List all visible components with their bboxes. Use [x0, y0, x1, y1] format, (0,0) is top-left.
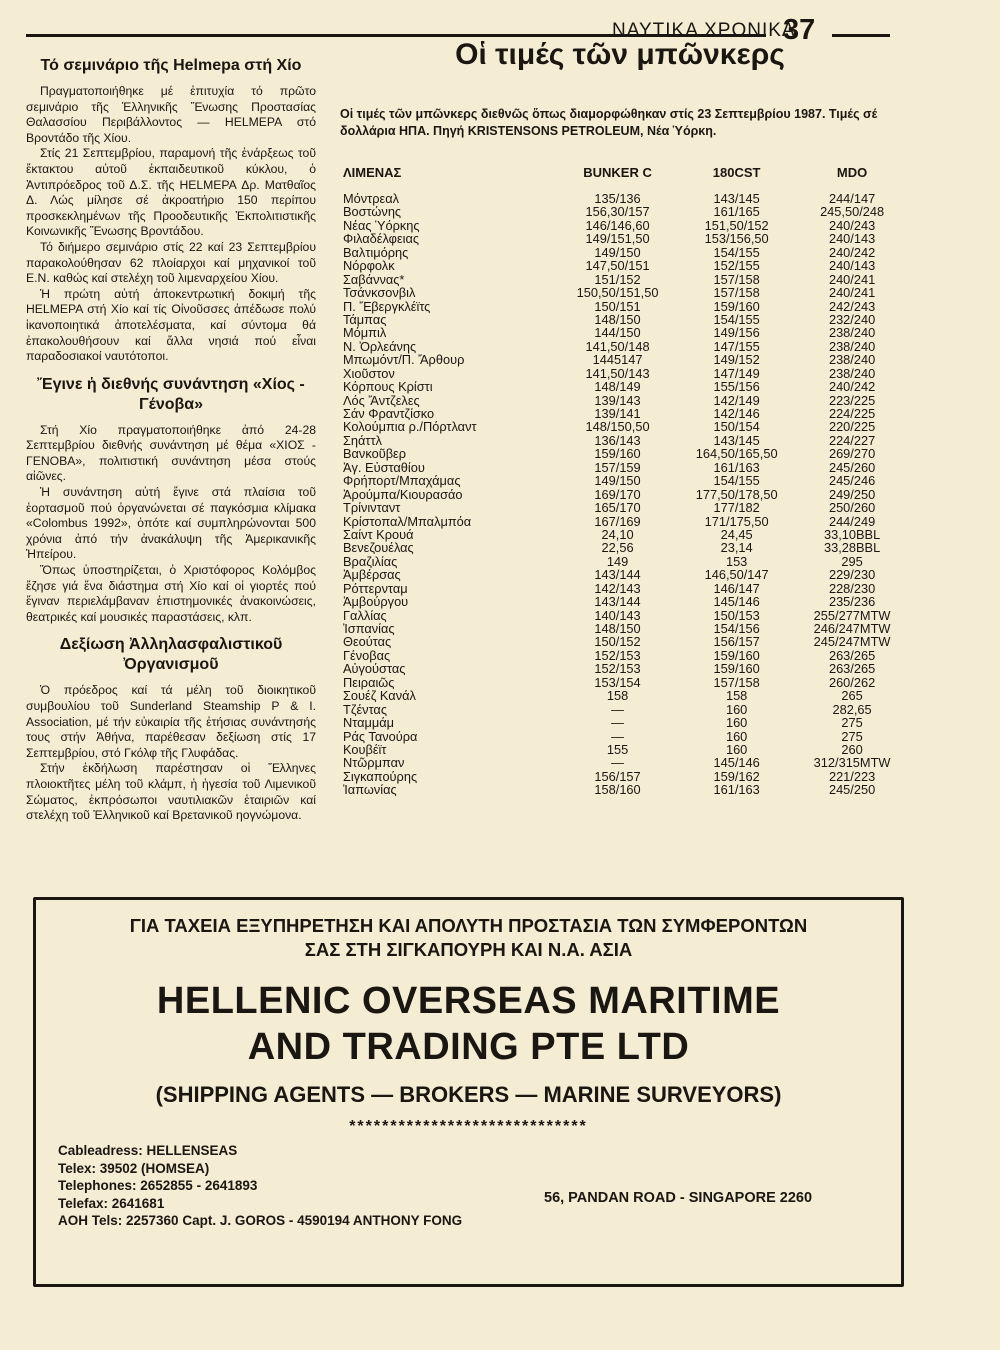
cell-180cst: 146,50/147: [704, 567, 769, 583]
cell-mdo: 238/240: [828, 352, 876, 368]
header-rule-right: [832, 34, 890, 37]
cell-port: Σιγκαπούρης: [343, 768, 418, 784]
cell-180cst: 151,50/152: [704, 217, 769, 233]
cell-180cst: 145/146: [713, 755, 760, 771]
cell-port: Ἀγ. Εὐσταθίου: [343, 459, 425, 475]
table-row: [343, 515, 908, 528]
table-row: [343, 394, 908, 407]
ad-company-line: AND TRADING PTE LTD: [247, 1026, 690, 1068]
cell-port: Νταμμάμ: [343, 715, 395, 731]
cell-mdo: 238/240: [828, 325, 876, 341]
table-row: [343, 447, 908, 460]
column-header-port: ΛΙΜΕΝΑΣ: [343, 164, 402, 180]
table-row: [343, 756, 908, 769]
table-row: [343, 205, 908, 218]
cell-bunker-c: 149/150: [594, 473, 641, 489]
cell-180cst: 159/160: [713, 298, 760, 314]
table-header-row: [343, 160, 908, 184]
cell-bunker-c: 150/151: [594, 298, 641, 314]
table-row: [343, 259, 908, 272]
cell-port: Βοστώνης: [343, 204, 402, 220]
table-row: [343, 595, 908, 608]
cell-bunker-c: 144/150: [594, 325, 641, 341]
cell-180cst: 160: [725, 701, 748, 717]
cell-port: Ἰαπωνίας: [343, 782, 397, 798]
cell-180cst: 150/153: [713, 607, 760, 623]
cell-port: Ἀμβούργου: [343, 594, 409, 610]
cell-180cst: 153: [725, 553, 748, 569]
cell-mdo: 282,65: [832, 701, 872, 717]
cell-mdo: 242/243: [828, 298, 876, 314]
cell-port: Βαλτιμόρης: [343, 244, 409, 260]
cell-mdo: 235/236: [828, 594, 876, 610]
cell-180cst: 177/182: [713, 500, 760, 516]
cell-mdo: 221/223: [828, 768, 876, 784]
cell-bunker-c: 149/151,50: [585, 231, 650, 247]
cell-180cst: 160: [725, 715, 748, 731]
table-body: [343, 184, 908, 797]
cell-bunker-c: 156/157: [594, 768, 641, 784]
cell-bunker-c: 149/150: [594, 244, 641, 260]
table-row: [343, 407, 908, 420]
column-header-mdo: MDO: [836, 164, 868, 180]
cell-bunker-c: 147,50/151: [585, 258, 650, 274]
table-row: [343, 326, 908, 339]
cell-mdo: 263/265: [828, 647, 876, 663]
cell-180cst: 161/163: [713, 459, 760, 475]
article-paragraph: Ὁ πρόεδρος καί τά μέλη τοῦ διοικητικοῦ συμβουλίου τοῦ Sunderland Steamship P & I. Association, μέ τήν εὐκαιρία τῆς ἐτήσιας συνάντησής τους στήν Ἀθήνα, παρέθεσαν δεξίωση στίς 17 Σεπτεμβρίου, στό Γκόλφ τῆς Γλυφάδας.: [26, 683, 316, 760]
bunker-intro: Οἱ τιμές τῶν μπῶνκερς διεθνῶς ὅπως διαμορφώθηκαν στίς 23 Σεπτεμβρίου 1987. Τιμές σέ δολλάρια ΗΠΑ. Πηγή KRISTENSONS PETROLEUM, Νέα Ὑόρκη.: [340, 107, 878, 138]
article-paragraph: Ὅπως ὑποστηρίζεται, ὁ Χριστόφορος Κολόμβος ἔζησε γιά ἕνα διάστημα στή Χίο καί οἱ γιορτές πού ἔγιναν περιελάμβαναν ἐπιστημονικές ἀνακοινώσεις, θεατρικές καί μουσικές παραστάσεις, κλπ.: [26, 563, 316, 624]
cell-180cst: 161/165: [713, 204, 760, 220]
cell-180cst: 150/154: [713, 419, 760, 435]
cell-180cst: 154/155: [713, 244, 760, 260]
table-row: [343, 568, 908, 581]
ad-services: (SHIPPING AGENTS — BROKERS — MARINE SURVEYORS): [155, 1082, 782, 1107]
table-row: [343, 582, 908, 595]
cell-bunker-c: 159/160: [594, 446, 641, 462]
cell-180cst: 143/145: [713, 432, 760, 448]
cell-port: Λός Ἄντζελες: [343, 392, 420, 408]
table-row: [343, 273, 908, 286]
table-row: [343, 743, 908, 756]
cell-port: Κόρπους Κρίστι: [343, 379, 433, 395]
cell-bunker-c: 140/143: [594, 607, 641, 623]
cell-port: Π. Ἔβεργκλέϊτς: [343, 298, 431, 314]
cell-port: Μόμπιλ: [343, 325, 387, 341]
ad-address: 56, PANDAN ROAD - SINGAPORE 2260: [544, 1190, 813, 1206]
cell-mdo: 33,10BBL: [823, 526, 881, 542]
cell-port: Μπωμόντ/Π. Ἄρθουρ: [343, 352, 465, 368]
table-row: [343, 420, 908, 433]
article-paragraph: Ἡ πρώτη αὐτή ἀποκεντρωτική δοκιμή τῆς HELMEPA στή Χίο καί τίς Οἰνοῦσσες ἀπέδωσε πολύ ἱκανοποιητικά ἀποτελέσματα, καί σύντομα θά ἐπακολουθήσουν καί ἄλλα νησιά πού εἶναι παραδοσιακοί ναυτότοποι.: [26, 286, 316, 364]
cell-bunker-c: 156,30/157: [585, 204, 650, 220]
cell-180cst: 159/160: [713, 661, 760, 677]
cell-bunker-c: —: [611, 715, 624, 731]
cell-mdo: 269/270: [828, 446, 876, 462]
cell-port: Ντῶρμπαν: [343, 755, 405, 771]
cell-bunker-c: 146/146,60: [585, 217, 650, 233]
ad-headline-line: ΓΙΑ ΤΑΧΕΙΑ ΕΞΥΠΗΡΕΤΗΣΗ ΚΑΙ ΑΠΟΛΥΤΗ ΠΡΟΣΤΑΣΙΑ ΤΩΝ ΣΥΜΦΕΡΟΝΤΩΝ: [129, 915, 808, 936]
cell-180cst: 24,45: [720, 526, 753, 542]
cell-mdo: 223/225: [828, 392, 876, 408]
cell-mdo: 245/260: [828, 459, 876, 475]
table-row: [343, 501, 908, 514]
table-row: [343, 246, 908, 259]
cell-port: Σηάττλ: [343, 432, 382, 448]
cell-180cst: 164,50/165,50: [695, 446, 778, 462]
table-row: [343, 609, 908, 622]
cell-180cst: 142/149: [713, 392, 760, 408]
cell-port: Σουέζ Κανάλ: [343, 688, 416, 704]
cell-mdo: 245/247MTW: [813, 634, 891, 650]
cell-mdo: 224/225: [828, 406, 876, 421]
cell-mdo: 240/242: [828, 244, 876, 260]
cell-180cst: 161/163: [713, 782, 760, 798]
cell-port: Σαίντ Κρουά: [343, 526, 414, 542]
cell-port: Νέας Ὑόρκης: [343, 217, 420, 233]
cell-mdo: 244/249: [828, 513, 876, 529]
cell-bunker-c: 136/143: [594, 432, 641, 448]
cell-mdo: 240/243: [828, 217, 876, 233]
table-row: [343, 541, 908, 554]
cell-port: Κουβέϊτ: [343, 741, 387, 757]
cell-mdo: 249/250: [828, 486, 876, 502]
cell-mdo: 245/250: [828, 782, 876, 798]
cell-bunker-c: 148/150,50: [585, 419, 650, 435]
cell-port: Τσάνκσονβιλ: [343, 285, 416, 301]
article-chios-genoa: [26, 375, 316, 626]
cell-port: Ἰσπανίας: [343, 621, 395, 636]
table-row: [343, 474, 908, 487]
cell-port: Αὐγούστας: [343, 661, 406, 677]
cell-mdo: 245,50/248: [820, 204, 885, 220]
cell-bunker-c: 148/149: [594, 379, 641, 395]
cell-mdo: 232/240: [828, 311, 876, 327]
cell-180cst: 154/155: [713, 473, 760, 489]
cell-180cst: 153/156,50: [704, 231, 769, 247]
cell-bunker-c: 152/153: [594, 647, 641, 663]
ad-star-divider: *****************************: [349, 1118, 588, 1135]
cell-bunker-c: —: [611, 755, 624, 771]
cell-bunker-c: 148/150: [594, 621, 641, 636]
cell-180cst: 143/145: [713, 191, 760, 206]
cell-port: Βραζιλίας: [343, 553, 398, 569]
cell-mdo: 220/225: [828, 419, 876, 435]
cell-port: Μόντρεαλ: [343, 191, 400, 206]
cell-mdo: 245/246: [828, 473, 876, 489]
cell-port: Σάν Φραντζίσκο: [343, 406, 435, 421]
cell-port: Κρίστοπαλ/Μπαλμπόα: [343, 513, 472, 529]
table-row: [343, 635, 908, 648]
cell-port: Ρόττερνταμ: [343, 580, 408, 596]
cell-180cst: 149/152: [713, 352, 760, 368]
cell-180cst: 157/158: [713, 285, 760, 301]
cell-180cst: 160: [725, 741, 748, 757]
table-row: [343, 286, 908, 299]
table-row: [343, 555, 908, 568]
column-header-bunker-c: BUNKER C: [583, 164, 652, 180]
cell-180cst: 157/158: [713, 674, 760, 690]
cell-mdo: 275: [841, 728, 863, 744]
cell-180cst: 147/149: [713, 365, 760, 381]
ad-contact-line: Telefax: 2641681: [58, 1195, 165, 1211]
cell-mdo: 265: [841, 688, 863, 704]
cell-mdo: 246/247MTW: [813, 621, 891, 636]
table-row: [343, 662, 908, 675]
cell-bunker-c: 155: [606, 741, 629, 757]
table-row: [343, 232, 908, 245]
cell-port: Κολούμπια ρ./Πόρτλαντ: [343, 419, 477, 435]
ad-contact-line: Telephones: 2652855 - 2641893: [58, 1178, 258, 1193]
cell-port: Φιλαδέλφειας: [343, 231, 420, 247]
table-row: [343, 703, 908, 716]
ad-company-name: [36, 978, 901, 1070]
cell-port: Τάμπας: [343, 311, 387, 327]
cell-port: Πειραιῶς: [343, 674, 395, 690]
table-row: [343, 219, 908, 232]
cell-180cst: 154/155: [713, 311, 760, 327]
cell-180cst: 142/146: [713, 406, 760, 421]
cell-180cst: 177,50/178,50: [695, 486, 778, 502]
cell-bunker-c: 169/170: [594, 486, 641, 502]
bunker-price-table: [343, 160, 908, 797]
cell-180cst: 155/156: [713, 379, 760, 395]
cell-mdo: 240/241: [828, 271, 876, 287]
article-paragraph: Στή Χίο πραγματοποιήθηκε ἀπό 24-28 Σεπτεμβρίου διεθνής συνάντηση μέ θέμα «ΧΙΟΣ - ΓΕΝΟΒΑ», πολιτιστική συνάντηση μέσα στούς αἰῶνες.: [26, 422, 316, 484]
cell-180cst: 157/158: [713, 271, 760, 287]
cell-mdo: 33,28BBL: [823, 540, 881, 556]
table-row: [343, 528, 908, 541]
table-row: [343, 300, 908, 313]
cell-port: Βενεζουέλας: [343, 540, 414, 556]
cell-port: Θεούτας: [343, 634, 392, 650]
cell-port: Σαβάννας*: [343, 271, 405, 287]
cell-port: Φρήπορτ/Μπαχάμας: [343, 473, 461, 489]
cell-bunker-c: 151/152: [594, 271, 641, 287]
cell-bunker-c: 150,50/151,50: [576, 285, 659, 301]
article-paragraph: Πραγματοποιήθηκε μέ ἐπιτυχία τό πρῶτο σεμινάριο τῆς Ἑλληνικῆς Ἕνωσης Προστασίας Θαλασσίου Περιβάλλοντος — HELMEPA στό Βροντάδο τῆς Χίου.: [26, 84, 316, 145]
cell-180cst: 152/155: [713, 258, 760, 274]
cell-180cst: 171/175,50: [704, 513, 769, 529]
cell-port: Νόρφολκ: [343, 258, 395, 274]
cell-port: Χιοῦστον: [343, 365, 395, 381]
cell-180cst: 149/156: [713, 325, 760, 341]
cell-bunker-c: 142/143: [594, 580, 641, 596]
cell-port: Ν. Ὀρλεάνης: [343, 338, 417, 354]
table-row: [343, 676, 908, 689]
article-title: Ἔγινε ἡ διεθνής συνάντηση «Χίος - Γένοβα»: [37, 375, 305, 413]
article-paragraph: Στήν ἐκδήλωση παρέστησαν οἱ Ἕλληνες πλοιοκτῆτες μέλη τοῦ κλάμπ, ἡ ἡγεσία τοῦ Λιμενικοῦ Σώματος, ἐκπρόσωποι ναυτιλιακῶν ἑταιριῶν καί στελέχη τοῦ Ἑλληνικοῦ καί Βρετανικοῦ ηογνώμονα.: [26, 761, 316, 823]
cell-mdo: 260: [841, 741, 863, 757]
article-paragraph: Τό διήμερο σεμινάριο στίς 22 καί 23 Σεπτεμβρίου παρακολούθησαν 62 πλοίαρχοι καί μηχανικοί τοῦ Ε.Ν. καθώς καί στελέχη τοῦ λιμεναρχείου Χίου.: [26, 239, 316, 286]
cell-bunker-c: 135/136: [594, 191, 641, 206]
cell-mdo: 240/241: [828, 285, 876, 301]
cell-mdo: 263/265: [828, 661, 876, 677]
cell-180cst: 145/146: [713, 594, 760, 610]
table-row: [343, 434, 908, 447]
ad-headline-line: ΣΑΣ ΣΤΗ ΣΙΓΚΑΠΟΥΡΗ ΚΑΙ Ν.Α. ΑΣΙΑ: [304, 939, 633, 960]
table-row: [343, 783, 908, 796]
cell-bunker-c: 141,50/143: [585, 365, 650, 381]
cell-mdo: 250/260: [828, 500, 876, 516]
cell-mdo: 238/240: [828, 365, 876, 381]
article-helmepa: [26, 56, 316, 365]
cell-mdo: 260/262: [828, 674, 876, 690]
cell-mdo: 228/230: [828, 580, 876, 596]
cell-bunker-c: 152/153: [594, 661, 641, 677]
ad-contact-block: [58, 1142, 462, 1230]
cell-mdo: 255/277MTW: [813, 607, 891, 623]
cell-180cst: 23,14: [720, 540, 753, 556]
article-paragraph: Στίς 21 Σεπτεμβρίου, παραμονή τῆς ἐνάρξεως τοῦ ἔκτακτου αὐτοῦ ἐκπαιδευτικοῦ κύκλου, ὁ Ἀντιπρόεδρος τοῦ Δ.Σ. τῆς HELMEPA Δρ. Ματθαῖος Δ. Λώς μίλησε σέ ἀκροατήριο 150 περίπου προσκεκλημένων τῆς Προοδευτικῆς Ἐκπολιτιστικῆς Κοινωνικῆς Ἕνωσης Βροντάδου.: [26, 146, 316, 239]
table-row: [343, 716, 908, 729]
cell-180cst: 154/156: [713, 621, 760, 636]
cell-mdo: 240/242: [828, 379, 876, 395]
cell-mdo: 229/230: [828, 567, 876, 583]
table-row: [343, 689, 908, 702]
cell-bunker-c: 158/160: [594, 782, 641, 798]
table-row: [343, 380, 908, 393]
cell-port: Ἀμβέρσας: [343, 567, 401, 583]
cell-mdo: 312/315MTW: [813, 755, 891, 771]
table-row: [343, 461, 908, 474]
table-row: [343, 340, 908, 353]
ad-headline: [36, 914, 901, 962]
cell-mdo: 224/227: [828, 432, 876, 448]
cell-bunker-c: 167/169: [594, 513, 641, 529]
cell-180cst: 146/147: [713, 580, 760, 596]
cell-mdo: 295: [841, 553, 863, 569]
table-row: [343, 313, 908, 326]
cell-bunker-c: 153/154: [594, 674, 641, 690]
cell-port: Τζέντας: [343, 701, 388, 717]
cell-bunker-c: 22,56: [601, 540, 634, 556]
cell-180cst: 156/157: [713, 634, 760, 650]
table-row: [343, 353, 908, 366]
cell-bunker-c: 143/144: [594, 594, 641, 610]
cell-port: Τρίνινταντ: [343, 500, 401, 516]
cell-port: Γαλλίας: [343, 607, 387, 623]
table-row: [343, 367, 908, 380]
cell-bunker-c: 157/159: [594, 459, 641, 475]
cell-bunker-c: 148/150: [594, 311, 641, 327]
publication-name: ΝΑΥΤΙΚΑ ΧΡΟΝΙΚΑ: [612, 20, 796, 41]
cell-bunker-c: 165/170: [594, 500, 641, 516]
cell-180cst: 159/162: [713, 768, 760, 784]
cell-port: Βανκοῦβερ: [343, 446, 407, 462]
table-row: [343, 649, 908, 662]
ad-contact-line: AOH Tels: 2257360 Capt. J. GOROS - 4590194 ANTHONY FONG: [58, 1213, 463, 1228]
cell-bunker-c: —: [611, 728, 624, 744]
cell-bunker-c: 24,10: [601, 526, 634, 542]
cell-mdo: 240/143: [828, 231, 876, 247]
cell-port: Γένοβας: [343, 647, 391, 663]
table-row: [343, 488, 908, 501]
table-row: [343, 770, 908, 783]
page-number: 37: [783, 14, 816, 46]
cell-mdo: 240/143: [828, 258, 876, 274]
cell-mdo: 238/240: [828, 338, 876, 354]
cell-port: Ράς Τανούρα: [343, 728, 418, 744]
ad-contact-line: Telex: 39502 (HOMSEA): [58, 1160, 210, 1176]
left-column: [26, 56, 316, 824]
article-paragraph: Ἡ συνάντηση αὐτή ἔγινε στά πλαίσια τοῦ ἑορτασμοῦ πού ὀργανώνεται σέ παγκόσμια κλίμακα «Colombus 1992», ὁπότε καί συμπληρώνονται 500 χρόνια ἀπό τήν ἀνακάλυψη τῆς Ἀμερικανικῆς Ἠπείρου.: [26, 485, 316, 562]
article-reception: [26, 635, 316, 823]
cell-mdo: 275: [841, 715, 863, 731]
cell-mdo: 244/147: [828, 191, 876, 206]
advertisement-box: [33, 897, 904, 1287]
cell-bunker-c: 143/144: [594, 567, 641, 583]
cell-180cst: 158: [725, 688, 748, 704]
cell-bunker-c: 158: [606, 688, 629, 704]
cell-bunker-c: 150/152: [594, 634, 641, 650]
cell-bunker-c: —: [611, 701, 624, 717]
cell-180cst: 159/160: [713, 647, 760, 663]
article-title: Δεξίωση Ἀλληλασφαλιστικοῦ Ὀργανισμοῦ: [59, 636, 283, 674]
cell-bunker-c: 139/141: [594, 406, 641, 421]
table-row: [343, 730, 908, 743]
cell-bunker-c: 149: [606, 553, 629, 569]
cell-bunker-c: 141,50/148: [585, 338, 650, 354]
ad-contact-line: Cableadress: HELLENSEAS: [58, 1143, 238, 1158]
table-row: [343, 622, 908, 635]
cell-bunker-c: 1445147: [592, 352, 643, 368]
cell-180cst: 160: [725, 728, 748, 744]
ad-company-line: HELLENIC OVERSEAS MARITIME: [156, 980, 781, 1022]
cell-port: Ἀρούμπα/Κιουρασάο: [343, 486, 463, 502]
cell-180cst: 147/155: [713, 338, 760, 354]
column-header-180cst: 180CST: [712, 164, 761, 180]
article-title: Τό σεμινάριο τῆς Helmepa στή Χίο: [40, 57, 302, 74]
cell-bunker-c: 139/143: [594, 392, 641, 408]
table-row: [343, 192, 908, 205]
bunker-title: Οἱ τιμές τῶν μπῶνκερς: [455, 38, 785, 71]
